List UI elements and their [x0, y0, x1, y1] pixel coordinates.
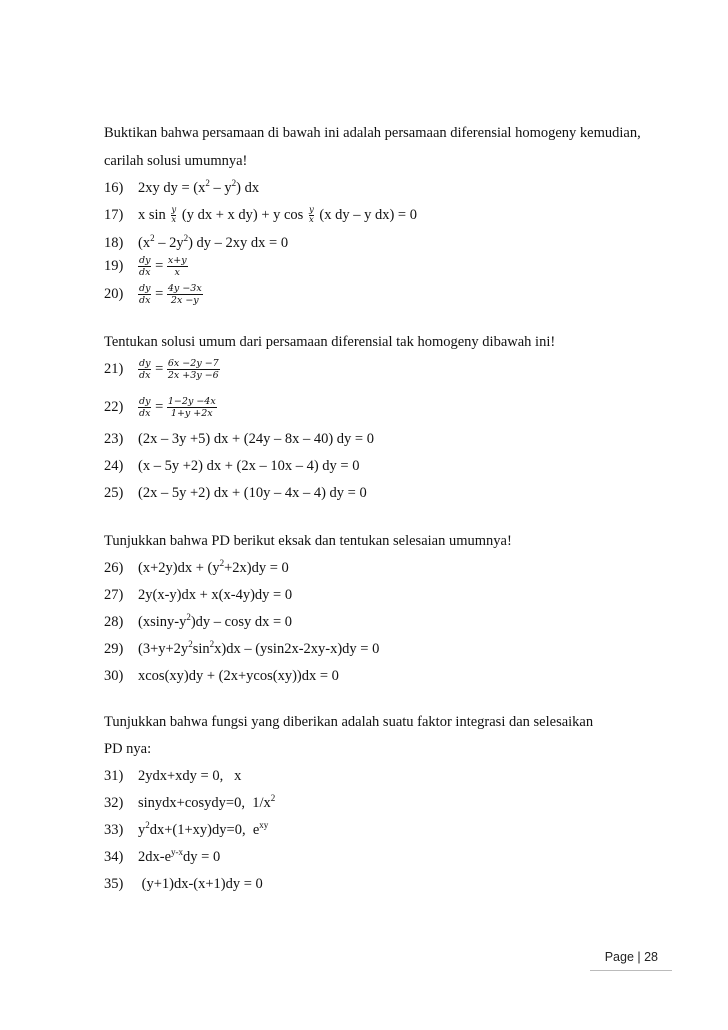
- problem-number: 27): [104, 587, 124, 603]
- equation: $\frac{dy}{dx}$ = $\frac{x+y}{x}$: [139, 255, 187, 279]
- equation: $(xsiny-y^2)dy$ – cosy dx = 0: [138, 612, 293, 630]
- problem-number: 32): [104, 795, 124, 811]
- section-intro: Tunjukkan bahwa fungsi yang diberikan adalah suatu faktor integrasi dan selesaikan: [104, 714, 594, 730]
- problem-number: 30): [104, 668, 124, 684]
- equation: $2dx-e^{y-x}dy = 0$: [138, 847, 221, 865]
- footer-divider: [590, 970, 672, 971]
- section-intro: Buktikan bahwa persamaan di bawah ini adalah persamaan diferensial homogeny kemudian,: [104, 125, 641, 141]
- equation: $\frac{dy}{dx}$ = $\frac{6x -2y -7}{2x +3y -6}$: [139, 358, 219, 382]
- problem-number: 28): [104, 614, 124, 630]
- page-number: Page | 28: [604, 950, 658, 964]
- equation: sinydx+cosydy=0, $1/x^2$: [138, 793, 276, 811]
- equation: $\frac{dy}{dx}$ = $\frac{4y -3x}{2x -y}$: [139, 283, 202, 307]
- equation: 2xy dy = $(x^2 - y^2)$ dx: [138, 178, 260, 196]
- problem-number: 25): [104, 485, 124, 501]
- equation: (x – 5y +2) dx + (2x – 10x – 4) dy = 0: [138, 458, 360, 474]
- problem-number: 22): [104, 399, 124, 415]
- problem-number: 21): [104, 361, 124, 377]
- equation: xcos(xy)dy + (2x+ycos(xy))dx = 0: [138, 668, 339, 684]
- problem-number: 33): [104, 822, 124, 838]
- section-intro: PD nya:: [104, 741, 152, 757]
- problem-number: 18): [104, 235, 124, 251]
- problem-number: 31): [104, 768, 124, 784]
- section-intro: Tunjukkan bahwa PD berikut eksak dan tentukan selesaian umumnya!: [104, 533, 512, 549]
- equation: $\frac{dy}{dx}$ = $\frac{1-2y -4x}{1+y +2x}$: [139, 396, 216, 420]
- equation: 2ydx+xdy = 0, x: [138, 768, 242, 784]
- equation: (2x – 5y +2) dx + (10y – 4x – 4) dy = 0: [138, 485, 367, 501]
- problem-number: 26): [104, 560, 124, 576]
- section-intro: carilah solusi umumnya!: [104, 153, 248, 169]
- problem-number: 34): [104, 849, 124, 865]
- equation: $(x+2y)dx + (y^2+2x)dy = 0$: [138, 558, 289, 576]
- equation: (2x – 3y +5) dx + (24y – 8x – 40) dy = 0: [138, 431, 374, 447]
- equation: $y^2dx+(1+xy)dy=0$, $e^{xy}$: [138, 820, 269, 838]
- problem-number: 23): [104, 431, 124, 447]
- problem-number: 16): [104, 180, 124, 196]
- problem-number: 24): [104, 458, 124, 474]
- equation: 2y(x-y)dx + x(x-4y)dy = 0: [138, 587, 293, 603]
- equation: $(x^2 - 2y^2)$ dy – 2xy dx = 0: [138, 233, 289, 251]
- problem-number: 17): [104, 207, 124, 223]
- section-intro: Tentukan solusi umum dari persamaan diferensial tak homogeny dibawah ini!: [104, 334, 556, 350]
- equation: x sin $\frac{y}{x}$ (y dx + x dy) + y cos $\frac{y}{x}$ (x dy – y dx) = 0: [138, 205, 417, 226]
- equation: (y+1)dx-(x+1)dy = 0: [138, 876, 263, 892]
- problem-number: 35): [104, 876, 124, 892]
- equation: $(3+y+2y^2\sin^2x)dx - (ysin2x-2xy-x)dy = 0$: [138, 639, 380, 657]
- problem-number: 19): [104, 258, 124, 274]
- problem-number: 20): [104, 286, 124, 302]
- problem-number: 29): [104, 641, 124, 657]
